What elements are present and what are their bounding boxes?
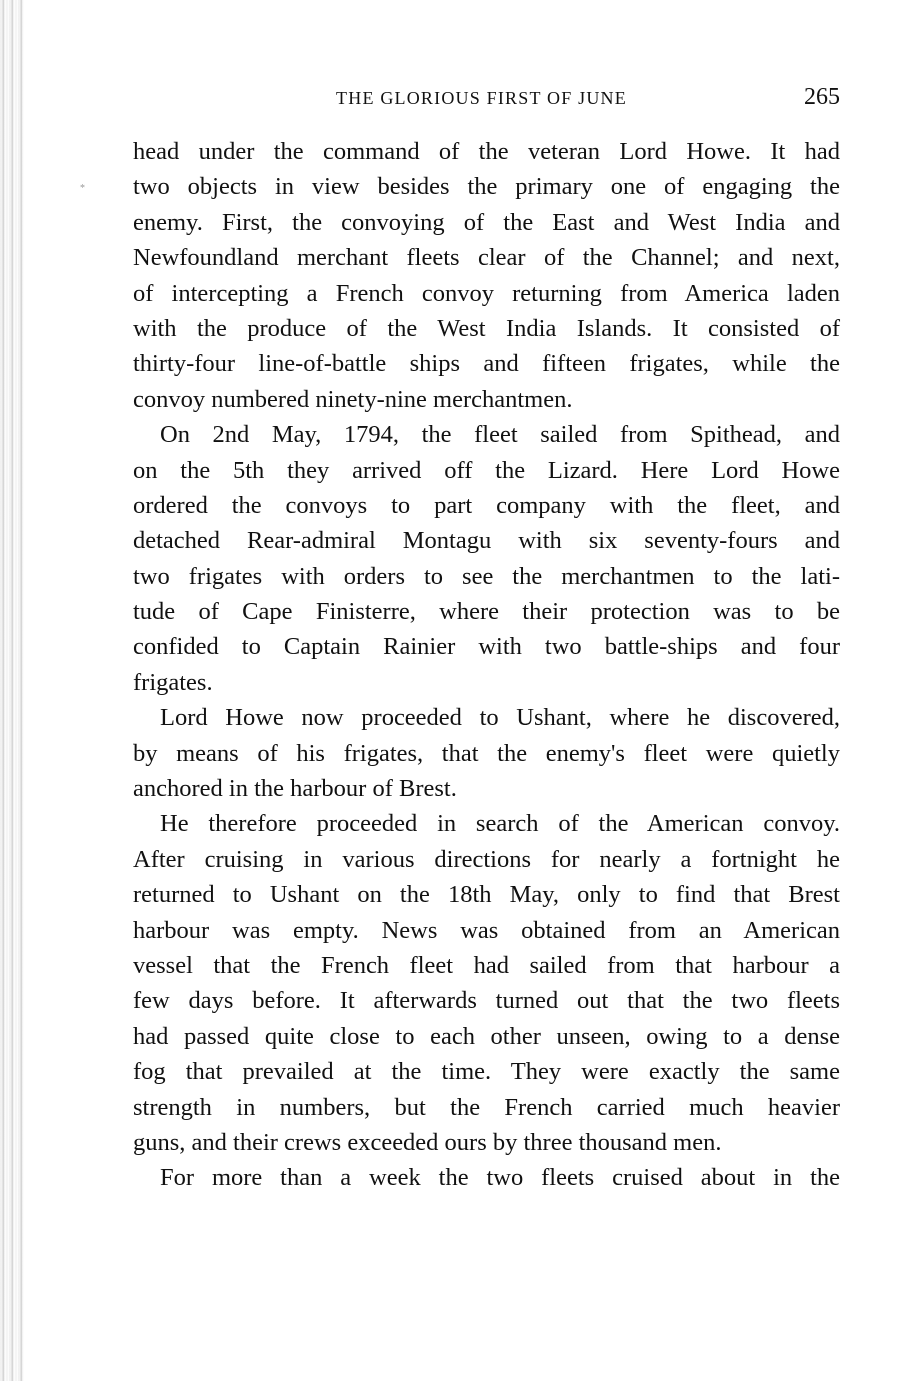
scan-speck: * — [80, 183, 85, 194]
text-line: He therefore proceeded in search of the American convoy. — [160, 810, 840, 838]
text-line: with the produce of the West India Islands. It consisted of — [133, 314, 840, 342]
text-line: frigates. — [133, 668, 213, 696]
text-line: returned to Ushant on the 18th May, only to find that Brest — [133, 881, 840, 909]
text-line: harbour was empty. News was obtained from an American — [133, 916, 840, 944]
text-line: anchored in the harbour of Brest. — [133, 775, 457, 803]
scan-edge-shadow — [0, 0, 24, 1381]
page-number: 265 — [804, 84, 840, 110]
text-line: For more than a week the two fleets cruised about in the — [160, 1164, 840, 1192]
text-line: few days before. It afterwards turned out that the two fleets — [133, 987, 840, 1015]
text-line: on the 5th they arrived off the Lizard. Here Lord Howe — [133, 456, 840, 484]
text-line: convoy numbered ninety-nine merchantmen. — [133, 385, 573, 413]
text-line: Lord Howe now proceeded to Ushant, where he discovered, — [160, 704, 840, 732]
text-line: guns, and their crews exceeded ours by three thousand men. — [133, 1128, 722, 1156]
text-line: detached Rear-admiral Montagu with six seventy-fours and — [133, 527, 840, 555]
text-line: enemy. First, the convoying of the East and West India and — [133, 208, 840, 236]
text-line: two frigates with orders to see the merchantmen to the lati- — [133, 562, 840, 590]
text-line: had passed quite close to each other unseen, owing to a dense — [133, 1022, 840, 1050]
text-line: head under the command of the veteran Lord Howe. It had — [133, 138, 840, 165]
text-line: fog that prevailed at the time. They were exactly the same — [133, 1058, 840, 1086]
text-line: by means of his frigates, that the enemy's fleet were quietly — [133, 739, 840, 767]
body-text — [133, 134, 840, 1196]
text-line: of intercepting a French convoy returning from America laden — [133, 279, 840, 307]
text-line: Newfoundland merchant fleets clear of the Channel; and next, — [133, 244, 840, 272]
text-line: thirty-four line-of-battle ships and fifteen frigates, while the — [133, 350, 840, 378]
text-line: After cruising in various directions for nearly a fortnight he — [133, 845, 840, 873]
text-line: strength in numbers, but the French carried much heavier — [133, 1093, 840, 1121]
page-header — [133, 84, 840, 116]
text-line: confided to Captain Rainier with two battle-ships and four — [133, 633, 840, 661]
text-line: vessel that the French fleet had sailed from that harbour a — [133, 951, 840, 979]
text-line: two objects in view besides the primary one of engaging the — [133, 173, 840, 201]
running-title: THE GLORIOUS FIRST OF JUNE — [336, 88, 627, 108]
text-line: On 2nd May, 1794, the fleet sailed from Spithead, and — [160, 421, 840, 449]
text-line: tude of Cape Finisterre, where their protection was to be — [133, 598, 840, 626]
text-line: ordered the convoys to part company with the fleet, and — [133, 491, 840, 519]
